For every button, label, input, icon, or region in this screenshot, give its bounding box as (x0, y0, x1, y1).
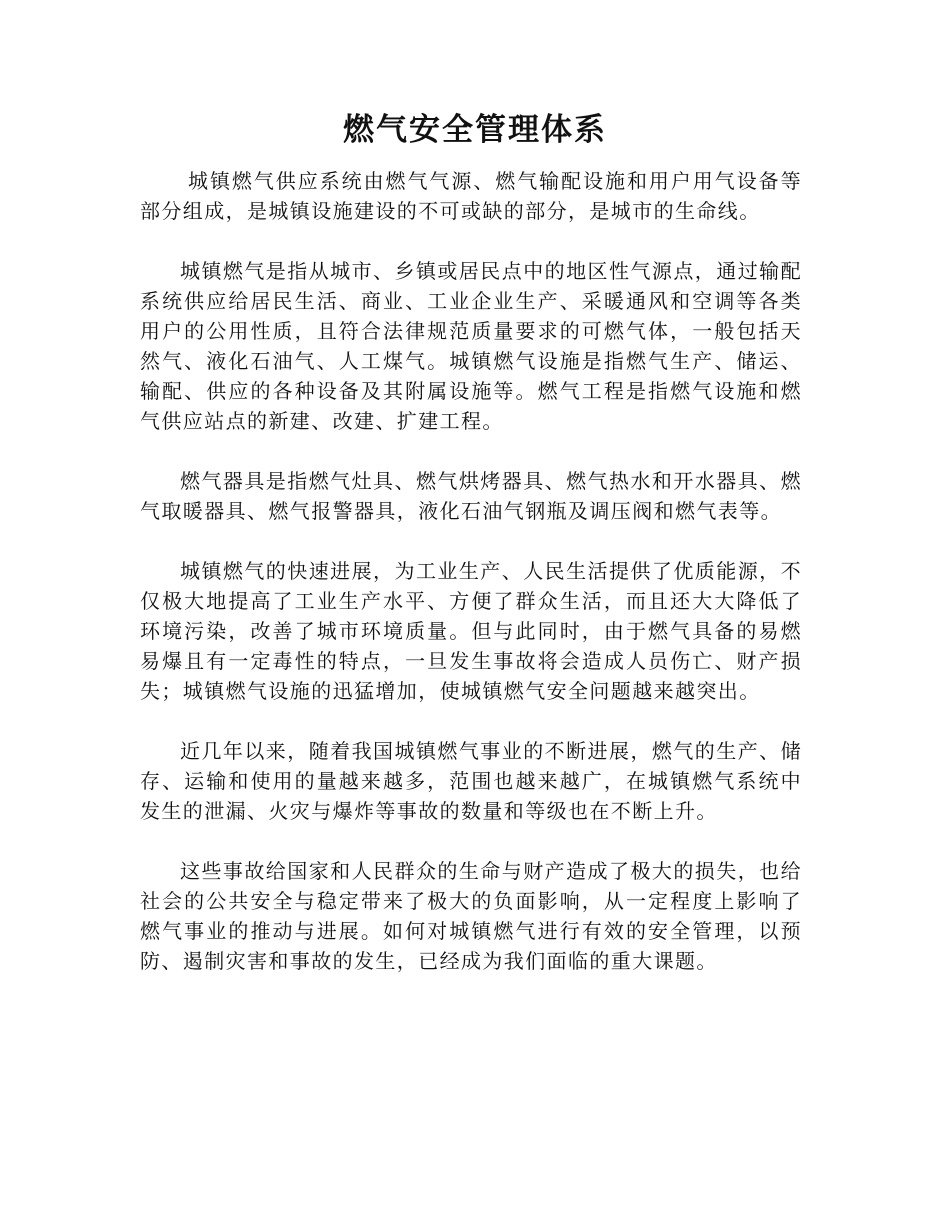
document-body (140, 166, 802, 1006)
paragraph-3: 燃气器具是指燃气灶具、燃气烘烤器具、燃气热水和开水器具、燃气取暖器具、燃气报警器具，液化石油气钢瓶及调压阀和燃气表等。 (140, 469, 802, 523)
paragraph-4: 城镇燃气的快速进展，为工业生产、人民生活提供了优质能源，不仅极大地提高了工业生产水平、方便了群众生活，而且还大大降低了环境污染，改善了城市环境质量。但与此同时，由于燃气具备的易燃易爆且有一定毒性的特点，一旦发生事故将会造成人员伤亡、财产损失；城镇燃气设施的迅猛增加，使城镇燃气安全问题越来越突出。 (140, 559, 802, 703)
paragraph-6: 这些事故给国家和人民群众的生命与财产造成了极大的损失，也给社会的公共安全与稳定带来了极大的负面影响，从一定程度上影响了燃气事业的推动与进展。如何对城镇燃气进行有效的安全管理，以预防、遏制灾害和事故的发生，已经成为我们面临的重大课题。 (140, 859, 802, 973)
document-title: 燃气安全管理体系 (343, 112, 607, 148)
paragraph-1: 城镇燃气供应系统由燃气气源、燃气输配设施和用户用气设备等部分组成，是城镇设施建设的不可或缺的部分，是城市的生命线。 (140, 169, 802, 223)
paragraph-5: 近几年以来，随着我国城镇燃气事业的不断进展，燃气的生产、储存、运输和使用的量越来越多，范围也越来越广，在城镇燃气系统中发生的泄漏、火灾与爆炸等事故的数量和等级也在不断上升。 (140, 739, 802, 823)
paragraph-2: 城镇燃气是指从城市、乡镇或居民点中的地区性气源点，通过输配系统供应给居民生活、商业、工业企业生产、采暖通风和空调等各类用户的公用性质，且符合法律规范质量要求的可燃气体，一般包括天然气、液化石油气、人工煤气。城镇燃气设施是指燃气生产、储运、输配、供应的各种设备及其附属设施等。燃气工程是指燃气设施和燃气供应站点的新建、改建、扩建工程。 (140, 259, 802, 433)
